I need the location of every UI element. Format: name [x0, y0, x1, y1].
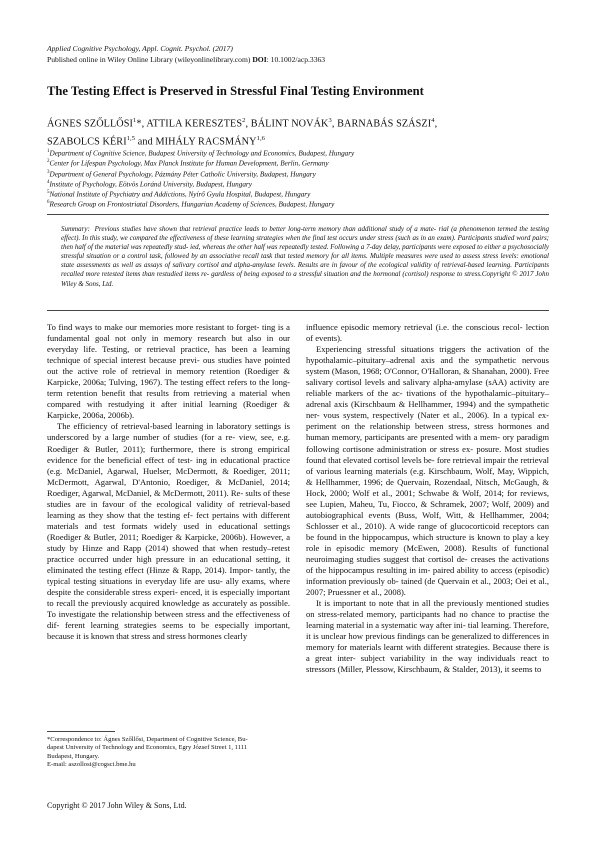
- author-affiliation-mark: 1,5: [126, 135, 136, 143]
- affiliation-item: [47, 199, 354, 209]
- body-text-line: It is important to note that in all the previously mentioned: [316, 598, 523, 609]
- doi-label: DOI: [252, 54, 267, 64]
- abstract-line: final test occurs under stress (such as in an exam). Participants studied word pairs; then half of the material was repeatedly stud-: [61, 234, 550, 252]
- body-text-line: studies on stress-related memory, participants had no chance: [306, 598, 549, 620]
- body-text-line: the hypothalamic–pituitary–adrenal axis and the sympathetic: [306, 344, 549, 366]
- body-text-line: ting is a fundamental goal not only in memory research but: [47, 322, 290, 344]
- body-paragraph: [306, 322, 549, 344]
- body-text-line: To find ways to make our memories more resistant to forget-: [47, 322, 260, 332]
- affiliation-text: Department of Cognitive Science, Budapest University of Technology and Economics, Budapest, Hungary: [49, 149, 355, 158]
- body-paragraph: [47, 322, 290, 421]
- body-text-line: posure. Most studies found that elevated cortisol levels be-: [306, 443, 549, 465]
- body-paragraph: [47, 421, 290, 642]
- affiliation-text: Department of General Psychology, Pázmány Péter Catholic University, Budapest, Hungary: [49, 169, 316, 178]
- affiliation-item: [47, 158, 354, 168]
- body-text-line: learnt with different strategies. Because there is a great inter-: [306, 642, 549, 664]
- correspondence-footnote: [47, 736, 290, 770]
- body-text-line: periment on the relationship between stress, stress hormones: [306, 421, 532, 432]
- abstract-line: gardless of being exposed to a stressful situation and the hormonal (cortisol) response to stress.Copyright © 2017 John Wiley &: [61, 270, 550, 288]
- author-separator: and: [135, 136, 156, 148]
- doi-value: : 10.1002/acp.3363: [266, 54, 326, 64]
- body-text-line: creases the activations of the hippocampus resulting in im-: [306, 553, 549, 576]
- affiliation-text: Research Group on Frontostriatal Disorders, Hungarian Academy of Sciences, Budapest, Hungary: [49, 200, 335, 209]
- body-text-line: tained (de Quervain et al., 2003; Oei et al., 2007; Pruessner: [306, 576, 550, 598]
- body-text-line: Karpicke, 2006a, 2006b).: [47, 410, 135, 421]
- abstract-label: Summary:: [61, 225, 90, 233]
- body-text-line: fect pertains with different materials and test formats widely: [47, 509, 290, 531]
- author-separator: ,: [245, 118, 251, 130]
- body-text-line: acquired knowledge as accurately as possible. To investigate: [47, 598, 291, 620]
- affiliation-item: [47, 179, 354, 189]
- author-separator: ,: [331, 118, 338, 130]
- affiliation-item: [47, 148, 354, 158]
- body-text-line: paired ability to access (episodic) information previously ob-: [306, 565, 549, 587]
- copyright-notice: Copyright © 2017 John Wiley & Sons, Ltd.: [47, 801, 187, 810]
- body-text-line: and human memory, participants are presented with a mem-: [306, 421, 549, 443]
- body-text-line: occurred under high pressure in an educational setting, it: [78, 553, 291, 564]
- body-text-line: view, see, e.g. Roediger & Butler, 2011); furthermore, there: [47, 432, 291, 454]
- body-text-line: enced, it is especially important to recall the previously: [47, 587, 290, 609]
- abstract-line: rial (a phenomenon termed the testing effect). In this study, we compared the effectiveness of these learning strategies when the: [61, 225, 550, 243]
- body-text-line: memory retention (Roediger & Karpicke, 2006a; Tulving,: [47, 366, 291, 388]
- affiliation-text: Center for Lifespan Psychology, Max Planck Institute for Human Development, Berlin, Germany: [49, 159, 329, 168]
- footnote-line: Budapest, Hungary.: [47, 752, 100, 760]
- author-name: MIHÁLY RACSMÁNY: [155, 136, 257, 148]
- body-text-line: Wolf, 2014; for reviews, see Lupien, Maheu, Tu, Fiocco,: [306, 487, 549, 509]
- affiliation-number: 4: [47, 179, 50, 185]
- body-text-line: Experiencing stressful situations triggers the activation of: [316, 344, 534, 355]
- body-text-line: is strong empirical evidence for the beneficial effect of test-: [47, 443, 290, 465]
- abstract-top-rule: [47, 214, 549, 215]
- abstract-line: in favour of the ecological validity of retrieval-based learning. Participants recalled more retested items than restudied items re-: [61, 261, 549, 279]
- affiliation-number: 3: [47, 169, 50, 175]
- body-text-line: to practise the learning material in a systematic way after ini-: [306, 609, 549, 631]
- footnote-line: dapest University of Technology and Economics, Egry József Street 1, 1111: [47, 744, 248, 752]
- body-text-line: settings is underscored by a large number of studies (for a re-: [47, 421, 290, 443]
- body-text-line: subject variability in the way individuals react to stressors: [306, 653, 549, 675]
- body-text-line: ory paradigm following cortisone administration or stress ex-: [306, 432, 549, 454]
- author-list: [47, 113, 549, 150]
- paper-page: [47, 0, 549, 842]
- body-text-line: Roediger & Karpicke, 2006b). However, a study by Hinze: [47, 531, 290, 553]
- body-text-line: tantly, the typical testing situations in everyday life are usu-: [47, 565, 290, 587]
- body-text-line: (Buss, Wolf, Witt, & Hellhammer, 2004; Schlosser et al.,: [306, 509, 550, 531]
- body-text-line: Hellhammer, 1996; de Quervain, Rozendaal, Nitsch,: [315, 476, 500, 487]
- footnote-line: *Correspondence to: Ágnes Szőllősi, Department of Cognitive Science, Bu-: [47, 736, 248, 743]
- body-text-line: et al., 2008).: [362, 587, 406, 598]
- body-text-line: with restudying it after initial learning (Roediger &: [86, 399, 290, 410]
- abstract-line: used to assess stress levels: emotional state assessments as well as assays of salivary cortisol and alpha-amylase levels. Results are: [61, 252, 550, 270]
- abstract-line: stressful situation or a control task, followed by an associative recall task that tested memory for all items. Multiple measures were: [61, 252, 438, 261]
- body-text-line: and Rapp (2014) showed that when restudy–retest practice: [47, 542, 291, 564]
- author-name: ÁGNES SZŐLLŐSI: [47, 118, 134, 130]
- body-text-line: fore retrieval impair the retrieval of various learning: [306, 454, 549, 476]
- body-text-line: (Kirschbaum & Hellhammer, 1994) and the sympathetic ner-: [306, 399, 550, 421]
- abstract: [61, 225, 549, 289]
- body-text-line: materials (e.g. Kirschbaum, Wolf, May, Wippich, &: [306, 465, 549, 487]
- body-text-line: of retrieval-based learning as they show that the testing ef-: [47, 498, 290, 520]
- affiliation-number: 1: [47, 149, 50, 154]
- body-text-line: McGaugh, & Hock, 2000; Wolf et al., 2001; Schwabe &: [306, 476, 549, 498]
- author-affiliation-mark: 1: [133, 117, 137, 124]
- body-text-line: alpha-amylase (sAA) activity are reliable markers of the ac-: [306, 377, 550, 399]
- body-text-line: & Schramek, 2007; Wolf, 2009) and autobiographical events: [306, 498, 549, 520]
- author-affiliation-mark: 1,6: [256, 135, 266, 143]
- body-text-line: benefit that results from retrieving a material when compared: [47, 388, 290, 410]
- body-text-line: ally exams, where despite the considerable stress experi-: [47, 576, 290, 598]
- affiliation-number: 2: [47, 159, 50, 165]
- body-text-line: can be generalized to differences in memory for materials: [306, 631, 549, 653]
- affiliation-list: [47, 148, 354, 210]
- journal-header: [47, 44, 325, 65]
- body-text-line: 1967). The testing effect refers to the long-term retention: [47, 377, 290, 399]
- affiliation-text: National Institute of Psychiatry and Addictions, Nyírő Gyula Hospital, Budapest, Hungary: [49, 190, 311, 199]
- body-text-line: eliminated the testing effect (Hinze & Rapp, 2014). Impor-: [47, 565, 254, 576]
- author-separator: ,: [434, 118, 438, 130]
- publication-prefix: Published online in Wiley Online Library (wileyonlinelibrary.com): [47, 54, 253, 64]
- body-text-line: vous system, respectively (Nater et al., 2006). In a typical ex-: [323, 410, 550, 421]
- body-text-line: influence episodic memory retrieval (i.e. the conscious recol-: [306, 322, 523, 332]
- body-text-line: the relationship between stress and the effectiveness of dif-: [47, 609, 290, 631]
- body-text-line: found in the hippocampus, which structure is known to play: [316, 531, 528, 542]
- author-affiliation-mark: 4: [431, 117, 435, 124]
- body-text-line: Huelser, McDermott, & Roediger, 2011; McDermott,: [47, 465, 291, 487]
- affiliation-item: [47, 169, 354, 179]
- body-text-line: tial learning. Therefore, it is unclear how previous findings: [306, 620, 549, 642]
- author-separator: *,: [136, 118, 147, 130]
- right-column: [306, 322, 549, 676]
- author-affiliation-mark: 2: [242, 117, 246, 124]
- body-text-line: nervous system (Mason, 1968; O'Connor, O'Halloran, &: [306, 355, 549, 377]
- footnote-line: E-mail: aszollosi@cogsci.bme.hu: [47, 761, 136, 769]
- left-column: [47, 322, 290, 642]
- body-text-line: Shanahan, 2000). Free salivary cortisol levels and salivary: [306, 366, 549, 388]
- affiliation-item: [47, 189, 354, 199]
- abstract-bottom-rule: [47, 310, 549, 311]
- affiliation-number: 5: [47, 190, 50, 196]
- abstract-line: Sons, Ltd.: [85, 279, 114, 288]
- body-text-line: a key role in episodic memory (McEwen, 2008). Results of: [306, 531, 550, 553]
- body-text-line: because it is known that stress and stress hormones clearly: [47, 631, 248, 642]
- author-name: BÁLINT NOVÁK: [250, 118, 329, 130]
- author-affiliation-mark: 3: [328, 117, 332, 124]
- abstract-line: Previous studies have shown that retrieval practice leads to better long-term memory than additional study of a mate-: [94, 225, 437, 233]
- body-text-line: also in our everyday life. Testing, or retrieval practice, has: [47, 333, 290, 355]
- body-paragraph: [306, 344, 549, 598]
- body-text-line: ous studies have pointed out the active role of retrieval in: [47, 355, 290, 377]
- body-paragraph: [306, 598, 549, 675]
- body-text-line: ing in educational practice (e.g. McDaniel, Agarwal,: [47, 454, 290, 476]
- body-text-line: Agarwal, D'Antonio, Roediger, & McDaniel, 2014;: [94, 476, 290, 487]
- author-name: BARNABÁS SZÁSZI: [337, 118, 432, 130]
- author-name: SZABOLCS KÉRI: [47, 136, 127, 148]
- abstract-line: ied, whereas the other half was repeatedly tested. Following a 7-day delay, participants were exposed to either a psychosocially: [190, 243, 550, 252]
- body-text-line: functional neuroimaging studies suggest that cortisol de-: [306, 542, 549, 564]
- author-name: ATTILA KERESZTES: [146, 118, 243, 130]
- body-text-line: tivations of the hypothalamic–pituitary–adrenal axis: [306, 388, 550, 410]
- body-text-line: Roediger, Agarwal, McDaniel, & McDermott, 2011). Re-: [47, 487, 244, 498]
- body-text-line: ferent learning strategies seems to be especially important,: [65, 620, 290, 631]
- paper-title: The Testing Effect is Preserved in Stressful Final Testing Environment: [47, 84, 424, 98]
- body-text-line: lection of events).: [306, 322, 549, 344]
- footnote-rule: [47, 731, 115, 732]
- affiliation-number: 6: [47, 200, 50, 206]
- body-text-line: used in educational settings (Roediger & Butler, 2011;: [47, 520, 291, 542]
- body-text-line: been a learning technique of special interest because previ-: [47, 344, 290, 366]
- affiliation-text: Institute of Psychology, Eötvös Loránd University, Budapest, Hungary: [49, 180, 252, 189]
- body-text-line: (Miller, Plessow, Kirschbaum, & Stalder, 2013), it seems to: [337, 664, 542, 675]
- body-text-line: 2010). A wide range of glucocorticoid receptors can be: [306, 520, 549, 542]
- body-text-line: The efficiency of retrieval-based learning in laboratory: [57, 421, 252, 432]
- journal-citation: Applied Cognitive Psychology, Appl. Cognit. Psychol. (2017): [47, 44, 233, 53]
- body-text-line: sults of these studies are in favour of the ecological validity: [47, 487, 290, 509]
- journal-publication-line: [47, 55, 325, 66]
